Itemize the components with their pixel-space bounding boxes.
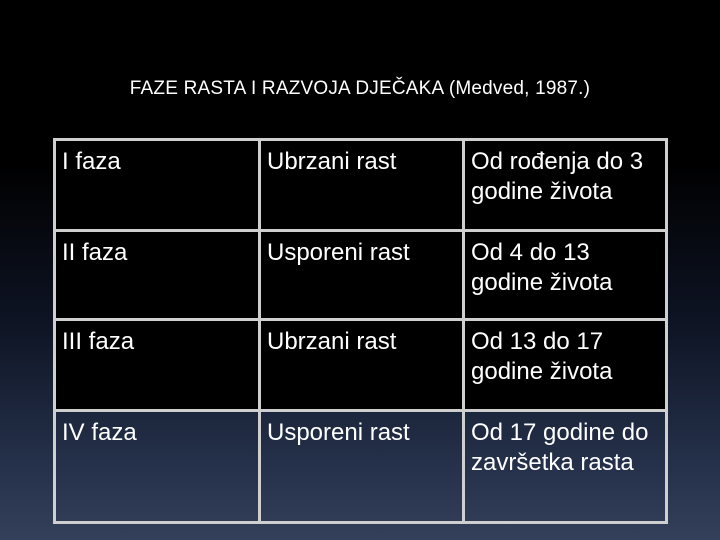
growth-cell: Usporeni rast xyxy=(260,411,464,523)
table-row xyxy=(55,411,667,523)
phase-cell: I faza xyxy=(55,140,260,231)
growth-cell: Ubrzani rast xyxy=(260,320,464,411)
phase-cell: IV faza xyxy=(55,411,260,523)
period-cell: Od 17 godine do završetka rasta xyxy=(464,411,667,523)
period-cell: Od 13 do 17 godine života xyxy=(464,320,667,411)
growth-cell: Ubrzani rast xyxy=(260,140,464,231)
table-row xyxy=(55,231,667,320)
table-row xyxy=(55,140,667,231)
phase-cell: III faza xyxy=(55,320,260,411)
table-row xyxy=(55,320,667,411)
period-cell: Od 4 do 13 godine života xyxy=(464,231,667,320)
slide-title: FAZE RASTA I RAZVOJA DJEČAKA (Medved, 1987.) xyxy=(129,78,591,99)
growth-cell: Usporeni rast xyxy=(260,231,464,320)
phase-cell: II faza xyxy=(55,231,260,320)
period-cell: Od rođenja do 3 godine života xyxy=(464,140,667,231)
growth-phases-table xyxy=(53,138,668,524)
